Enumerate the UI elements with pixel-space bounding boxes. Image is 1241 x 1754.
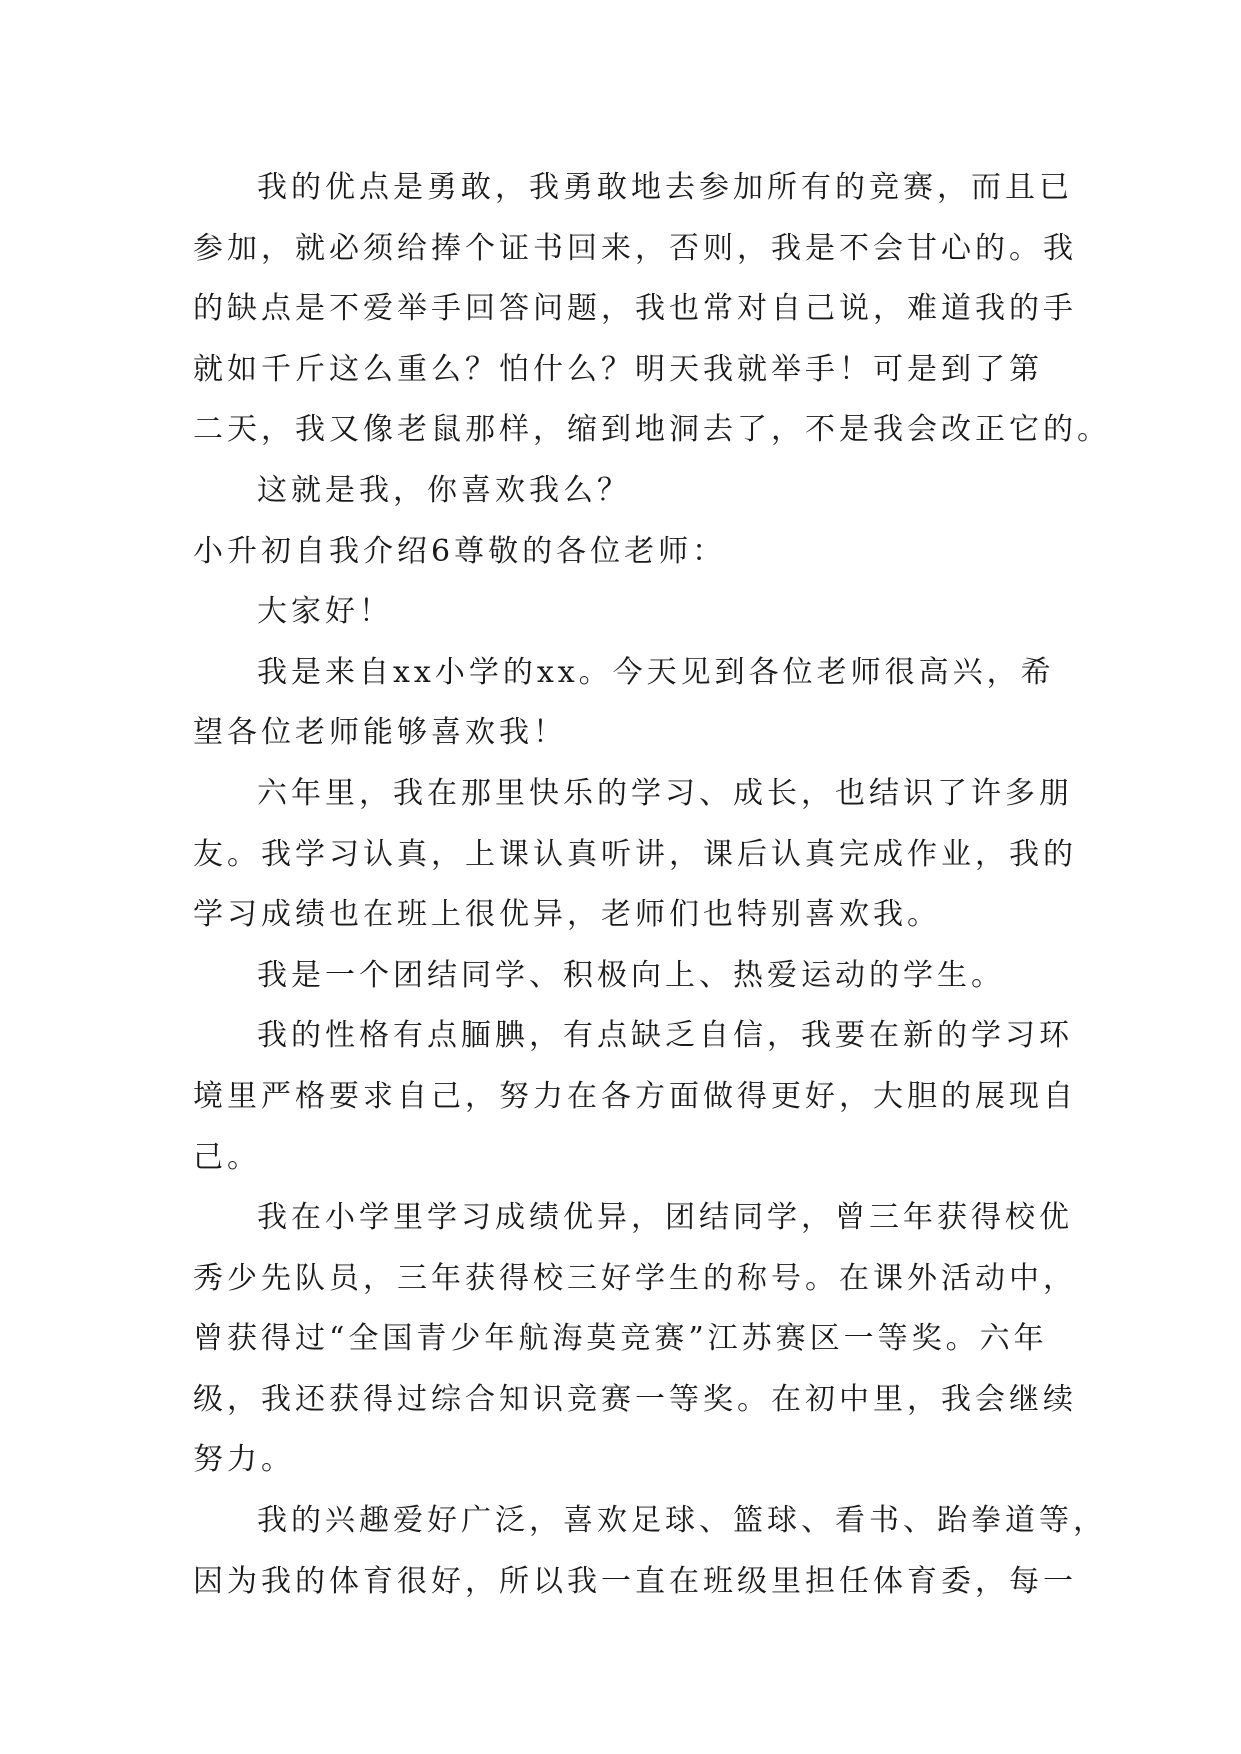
text-line: 曾获得过“全国青少年航海莫竞赛”江苏赛区一等奖。六年 <box>193 1321 1048 1357</box>
text-line: 就如千斤这么重么？怕什么？明天我就举手！可是到了第 <box>193 351 1043 387</box>
text-line: 己。 <box>193 1139 261 1175</box>
text-line: 级，我还获得过综合知识竞赛一等奖。在初中里，我会继续 <box>193 1381 1077 1417</box>
text-line: 我的优点是勇敢，我勇敢地去参加所有的竞赛，而且已 <box>257 170 1073 205</box>
greeting-line: 大家好！ <box>257 594 393 630</box>
text-line: 的缺点是不爱举手回答问题，我也常对自己说，难道我的手 <box>193 291 1077 327</box>
text-line: 二天，我又像老鼠那样，缩到地洞去了，不是我会改正它的。 <box>193 412 1111 448</box>
text-line: 因为我的体育很好，所以我一直在班级里担任体育委，每一 <box>193 1563 1077 1599</box>
text-line: 我在小学里学习成绩优异，团结同学，曾三年获得校优 <box>257 1200 1073 1236</box>
text-line: 我的性格有点腼腆，有点缺乏自信，我要在新的学习环 <box>257 1018 1073 1054</box>
text-line: 望各位老师能够喜欢我！ <box>193 715 567 751</box>
text-line: 参加，就必须给捧个证书回来，否则，我是不会甘心的。我 <box>193 230 1077 266</box>
text-line: 这就是我，你喜欢我么？ <box>257 472 631 508</box>
text-line: 努力。 <box>193 1442 295 1478</box>
text-line: 我的兴趣爱好广泛，喜欢足球、篮球、看书、跆拳道等， <box>257 1503 1107 1539</box>
text-line: 境里严格要求自己，努力在各方面做得更好，大胆的展现自 <box>193 1078 1077 1114</box>
text-line: 学习成绩也在班上很优异，老师们也特别喜欢我。 <box>193 897 941 933</box>
text-line: 我是来自xx小学的xx。今天见到各位老师很高兴，希 <box>257 654 1055 690</box>
text-line: 友。我学习认真，上课认真听讲，课后认真完成作业，我的 <box>193 836 1077 872</box>
text-line: 六年里，我在那里快乐的学习、成长，也结识了许多朋 <box>257 775 1073 811</box>
document-body <box>193 158 1111 1612</box>
text-line: 秀少先队员，三年获得校三好学生的称号。在课外活动中， <box>193 1260 1077 1296</box>
text-line: 我是一个团结同学、积极向上、热爱运动的学生。 <box>257 957 1005 993</box>
section-heading: 小升初自我介绍6尊敬的各位老师： <box>193 533 727 569</box>
